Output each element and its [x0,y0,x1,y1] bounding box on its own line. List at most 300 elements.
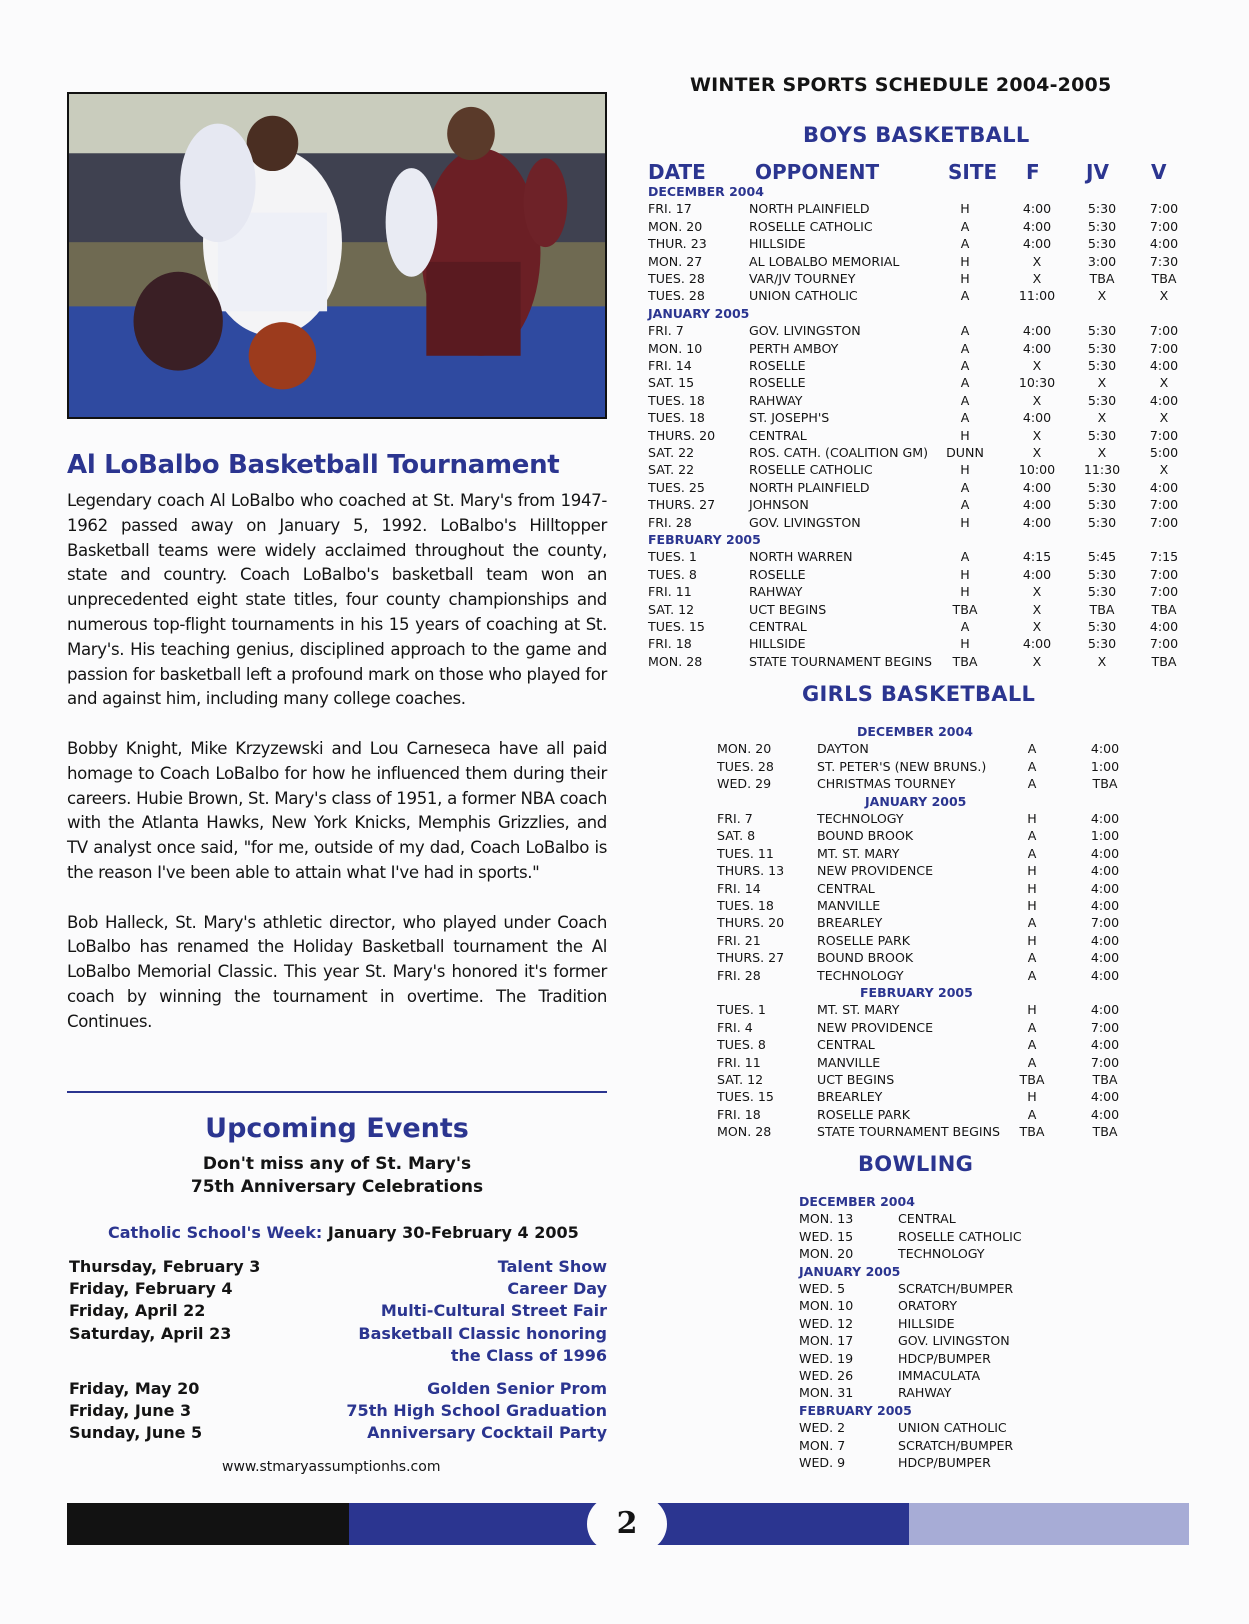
game-date: TUES. 28 [648,271,705,286]
game-date: FRI. 14 [717,880,761,896]
game-date: TUES. 15 [648,619,705,634]
game-opponent: AL LOBALBO MEMORIAL [749,253,900,269]
schedule-row [0,810,1249,827]
game-date: MON. 27 [648,253,703,269]
article-paragraph: Legendary coach Al LoBalbo who coached at St. Mary's from 1947-1962 passed away on January 5, 1992. LoBalbo's Hilltopper Basketball teams were widely acclaimed throughout the county, state and country. Coach LoBalbo's basketball team won an unprecedented eight state titles, four county championships and numerous top-flight tournaments in his 15 years of coaching at St. Mary's. His teaching genius, disciplined approach to the game and passion for basketball left a profound mark on those who played for and against him, including many college coaches. [67,491,607,709]
match-opponent: SCRATCH/BUMPER [898,1437,1014,1453]
schedule-row [0,758,1249,775]
month-label: JANUARY 2005 [799,1263,901,1279]
game-opponent: CENTRAL [817,1037,875,1053]
game-time: TBA [1092,1124,1118,1140]
game-v-time: 7:00 [1149,636,1179,652]
event-name: Multi-Cultural Street Fair [380,1301,607,1321]
game-opponent: MANVILLE [817,898,881,913]
game-date: SAT. 8 [717,828,756,844]
game-opponent: CENTRAL [817,880,875,896]
game-f-time: 4:00 [1022,236,1052,252]
game-site: A [960,358,970,373]
game-site: TBA [1019,1124,1045,1140]
game-v-time: 7:00 [1149,566,1179,582]
csw-label: Catholic School's Week: [108,1223,323,1242]
game-opponent: NORTH WARREN [749,549,853,565]
game-v-time: X [1159,462,1169,478]
schedule-row [0,967,1249,984]
match-opponent: HILLSIDE [898,1315,955,1331]
game-v-time: TBA [1151,653,1177,669]
game-site: A [960,410,970,426]
game-date: FRI. 18 [648,636,692,652]
event-date: Friday, April 22 [69,1301,206,1321]
game-site: A [960,479,970,495]
game-opponent: RAHWAY [749,584,803,600]
game-date: WED. 29 [717,776,772,792]
game-jv-time: 5:45 [1087,549,1117,565]
upcoming-events-title: Upcoming Events [205,1113,469,1144]
schedule-row [0,583,1249,600]
game-date: TUES. 18 [648,410,705,426]
game-site: H [960,253,970,269]
match-date: WED. 26 [799,1368,854,1383]
game-site: DUNN [946,445,984,460]
game-opponent: UCT BEGINS [817,1072,895,1087]
game-site: H [960,201,970,217]
game-date: THURS. 20 [648,427,716,443]
boys-basketball-heading: BOYS BASKETBALL [803,123,1030,147]
page-number: 2 [587,1496,667,1552]
game-opponent: CHRISTMAS TOURNEY [817,776,956,792]
game-opponent: MT. ST. MARY [817,1002,900,1018]
article-paragraph: Bob Halleck, St. Mary's athletic director, who played under Coach LoBalbo has renamed the Holiday Basketball tournament the Al LoBalbo Memorial Classic. This year St. Mary's honored it's former coach by winning the tournament in overtime. The Tradition Continues. [67,912,607,1031]
game-v-time: 7:00 [1149,497,1179,513]
game-opponent: BOUND BROOK [817,950,914,966]
schedule-row [0,479,1249,496]
match-date: WED. 12 [799,1315,854,1331]
game-opponent: TECHNOLOGY [817,967,904,983]
game-f-time: X [1032,584,1042,600]
game-v-time: 7:00 [1149,323,1179,339]
game-f-time: 4:00 [1022,218,1052,234]
match-date: WED. 15 [799,1228,854,1244]
game-site: H [1027,811,1037,826]
game-date: SAT. 15 [648,375,695,391]
schedule-row [0,862,1249,879]
game-site: A [960,218,970,234]
schedule-row [0,374,1249,391]
game-site: H [960,636,970,652]
game-f-time: X [1032,653,1042,669]
match-date: WED. 9 [799,1455,846,1470]
schedule-row [0,461,1249,478]
game-site: TBA [952,653,978,669]
game-jv-time: X [1097,410,1107,426]
game-date: THURS. 20 [717,915,785,931]
game-date: TUES. 8 [717,1037,766,1053]
article-title: Al LoBalbo Basketball Tournament [67,450,560,480]
game-site: H [1027,932,1037,948]
schedule-row [0,1019,1249,1036]
game-v-time: X [1159,375,1169,391]
game-date: MON. 28 [717,1124,772,1140]
game-site: A [960,375,970,391]
csw-dates: January 30-February 4 2005 [327,1223,579,1242]
game-opponent: NORTH PLAINFIELD [749,479,870,495]
game-time: 4:00 [1090,932,1120,948]
schedule-row [0,1123,1249,1140]
game-site: A [1027,828,1037,844]
match-date: WED. 2 [799,1420,846,1436]
schedule-row [0,235,1249,252]
schedule-row [0,1106,1249,1123]
match-opponent: GOV. LIVINGSTON [898,1333,1010,1349]
game-opponent: ST. JOSEPH'S [749,410,830,426]
game-f-time: X [1032,427,1042,443]
game-jv-time: X [1097,288,1107,304]
footer-bar-black [67,1503,349,1545]
game-site: A [960,323,970,339]
game-time: 4:00 [1090,898,1120,913]
game-date: THUR. 23 [648,236,707,252]
game-jv-time: X [1097,375,1107,391]
game-date: TUES. 25 [648,479,705,495]
game-date: THURS. 27 [717,950,785,966]
game-f-time: 4:00 [1022,340,1052,356]
game-time: 4:00 [1090,1002,1120,1018]
game-site: A [960,619,970,634]
schedule-row [0,1054,1249,1071]
game-opponent: CENTRAL [749,619,807,634]
game-jv-time: 3:00 [1087,253,1117,269]
schedule-row [0,200,1249,217]
game-site: A [960,392,970,408]
game-f-time: 4:15 [1022,549,1052,565]
schedule-row [0,392,1249,409]
game-v-time: 4:00 [1149,392,1179,408]
schedule-row [0,914,1249,931]
schedule-row [0,548,1249,565]
game-time: TBA [1092,1072,1118,1087]
game-date: FRI. 17 [648,201,692,217]
col-f-header: F [1026,160,1040,184]
match-opponent: CENTRAL [898,1211,956,1227]
game-f-time: 4:00 [1022,566,1052,582]
game-time: 4:00 [1090,1037,1120,1053]
game-opponent: DAYTON [817,741,869,757]
match-opponent: TECHNOLOGY [898,1246,985,1262]
game-time: 7:00 [1090,1019,1120,1035]
match-opponent: UNION CATHOLIC [898,1420,1007,1436]
game-site: TBA [952,601,978,617]
col-opponent-header: OPPONENT [755,160,880,184]
game-date: FRI. 18 [717,1106,761,1122]
game-date: FRI. 4 [717,1019,753,1035]
schedule-row [0,1454,1249,1471]
match-date: MON. 20 [799,1246,854,1262]
match-date: MON. 13 [799,1211,854,1227]
game-date: FRI. 21 [717,932,761,948]
game-opponent: JOHNSON [749,497,809,513]
game-v-time: 7:00 [1149,340,1179,356]
game-site: H [1027,1089,1037,1105]
game-v-time: 4:00 [1149,619,1179,634]
game-f-time: 4:00 [1022,514,1052,530]
schedule-row [0,357,1249,374]
girls-basketball-heading: GIRLS BASKETBALL [802,682,1036,706]
game-opponent: NORTH PLAINFIELD [749,201,870,217]
game-site: A [1027,1054,1037,1070]
game-date: FRI. 14 [648,358,692,373]
match-date: WED. 19 [799,1350,854,1366]
game-date: THURS. 27 [648,497,716,513]
game-opponent: ROSELLE PARK [817,1106,911,1122]
game-opponent: ST. PETER'S (NEW BRUNS.) [817,758,987,774]
game-f-time: 10:00 [1018,462,1056,478]
game-opponent: MANVILLE [817,1054,881,1070]
game-date: TUES. 11 [717,845,774,861]
schedule-row [0,932,1249,949]
game-date: MON. 10 [648,340,703,356]
game-date: FRI. 28 [717,967,761,983]
schedule-row [0,270,1249,287]
game-v-time: TBA [1151,271,1177,286]
game-time: 4:00 [1090,950,1120,966]
match-date: MON. 31 [799,1385,854,1401]
game-jv-time: 5:30 [1087,497,1117,513]
schedule-row [0,1071,1249,1088]
game-date: MON. 28 [648,653,703,669]
schedule-row [0,1297,1249,1314]
schedule-row [0,845,1249,862]
event-name: 75th High School Graduation [346,1401,607,1421]
game-f-time: X [1032,619,1042,634]
schedule-row [0,1419,1249,1436]
event-date: Saturday, April 23 [69,1323,232,1343]
game-jv-time: TBA [1089,271,1115,286]
game-date: TUES. 1 [648,549,697,565]
game-jv-time: 5:30 [1087,340,1117,356]
schedule-row [0,949,1249,966]
schedule-row [0,775,1249,792]
game-v-time: 4:00 [1149,236,1179,252]
match-opponent: HDCP/BUMPER [898,1455,991,1470]
game-opponent: BOUND BROOK [817,828,914,844]
col-site-header: SITE [948,160,998,184]
schedule-row [0,566,1249,583]
upcoming-events-subtitle [67,1153,607,1199]
schedule-row [0,218,1249,235]
schedule-row [0,1367,1249,1384]
schedule-row [0,1280,1249,1297]
game-site: H [960,584,970,600]
match-opponent: HDCP/BUMPER [898,1350,991,1366]
game-jv-time: 5:30 [1087,636,1117,652]
game-date: TUES. 15 [717,1089,774,1105]
schedule-row [0,253,1249,270]
match-opponent: RAHWAY [898,1385,952,1401]
game-date: SAT. 22 [648,462,695,478]
schedule-row [0,1001,1249,1018]
game-v-time: 4:00 [1149,479,1179,495]
game-jv-time: 5:30 [1087,236,1117,252]
game-site: TBA [1019,1072,1045,1087]
game-site: H [960,271,970,286]
schedule-row [0,740,1249,757]
game-opponent: GOV. LIVINGSTON [749,514,861,530]
game-time: 7:00 [1090,1054,1120,1070]
game-date: TUES. 28 [717,758,774,774]
game-jv-time: 5:30 [1087,358,1117,373]
game-site: A [1027,758,1037,774]
game-v-time: TBA [1151,601,1177,617]
game-jv-time: 5:30 [1087,218,1117,234]
schedule-row [0,444,1249,461]
event-date: Sunday, June 5 [69,1423,203,1443]
game-f-time: 4:00 [1022,410,1052,426]
schedule-row [0,409,1249,426]
website-link[interactable]: www.stmaryassumptionhs.com [222,1459,441,1475]
game-opponent: BREARLEY [817,1089,883,1105]
game-jv-time: 5:30 [1087,619,1117,634]
game-opponent: UCT BEGINS [749,601,827,617]
game-opponent: STATE TOURNAMENT BEGINS [749,653,933,669]
schedule-row [0,1088,1249,1105]
game-site: A [1027,915,1037,931]
game-date: FRI. 7 [717,811,753,826]
month-label: JANUARY 2005 [648,305,750,321]
event-name: Basketball Classic honoring [358,1323,607,1343]
game-site: A [1027,1106,1037,1122]
schedule-row [0,496,1249,513]
game-site: H [1027,898,1037,913]
game-f-time: 10:30 [1018,375,1056,391]
month-label: FEBRUARY 2005 [799,1402,912,1418]
game-opponent: NEW PROVIDENCE [817,1019,934,1035]
game-site: A [960,340,970,356]
game-jv-time: 5:30 [1087,566,1117,582]
game-jv-time: 11:30 [1083,462,1121,478]
game-f-time: 4:00 [1022,636,1052,652]
schedule-row [0,1036,1249,1053]
game-opponent: ROSELLE [749,375,806,391]
game-f-time: 4:00 [1022,323,1052,339]
game-time: TBA [1092,776,1118,792]
game-opponent: ROSELLE CATHOLIC [749,218,873,234]
game-time: 4:00 [1090,811,1120,826]
schedule-row [0,287,1249,304]
schedule-row [0,1228,1249,1245]
game-v-time: 7:00 [1149,427,1179,443]
schedule-row [0,1210,1249,1227]
game-date: SAT. 12 [648,601,695,617]
schedule-row [0,1315,1249,1332]
game-jv-time: 5:30 [1087,479,1117,495]
game-site: H [1027,863,1037,879]
col-jv-header: JV [1086,160,1109,184]
game-site: A [1027,967,1037,983]
game-f-time: X [1032,445,1042,460]
game-date: TUES. 1 [717,1002,766,1018]
game-time: 1:00 [1090,758,1120,774]
game-site: H [960,566,970,582]
game-time: 7:00 [1090,915,1120,931]
game-v-time: 7:00 [1149,514,1179,530]
game-opponent: BREARLEY [817,915,883,931]
month-label: DECEMBER 2004 [648,184,764,199]
game-opponent: UNION CATHOLIC [749,288,858,304]
match-date: WED. 5 [799,1281,846,1296]
schedule-row [0,618,1249,635]
game-date: FRI. 11 [717,1054,761,1070]
game-site: A [1027,845,1037,861]
game-site: A [960,497,970,513]
col-date-header: DATE [648,160,706,184]
subtitle-line: Don't miss any of St. Mary's [202,1154,472,1174]
game-date: TUES. 8 [648,566,697,582]
game-opponent: VAR/JV TOURNEY [749,271,856,286]
game-opponent: GOV. LIVINGSTON [749,323,861,339]
game-opponent: RAHWAY [749,392,803,408]
game-f-time: X [1032,601,1042,617]
footer-bar-light-blue [909,1503,1189,1545]
game-site: A [1027,1037,1037,1053]
game-opponent: MT. ST. MARY [817,845,900,861]
game-time: 4:00 [1090,741,1120,757]
schedule-row [0,340,1249,357]
game-opponent: STATE TOURNAMENT BEGINS [817,1124,1001,1140]
game-opponent: PERTH AMBOY [749,340,839,356]
game-opponent: ROSELLE [749,358,806,373]
schedule-row [0,1384,1249,1401]
game-site: A [960,236,970,252]
game-v-time: 7:15 [1149,549,1179,565]
game-date: FRI. 7 [648,323,684,339]
game-site: A [1027,950,1037,966]
month-label: FEBRUARY 2005 [860,985,973,1000]
game-jv-time: 5:30 [1087,201,1117,217]
game-jv-time: 5:30 [1087,584,1117,600]
game-jv-time: TBA [1089,601,1115,617]
game-time: 4:00 [1090,845,1120,861]
game-date: TUES. 28 [648,288,705,304]
event-date: Friday, June 3 [69,1401,192,1421]
schedule-row [0,1245,1249,1262]
game-v-time: X [1159,288,1169,304]
game-jv-time: X [1097,653,1107,669]
game-time: 1:00 [1090,828,1120,844]
month-label: DECEMBER 2004 [857,724,973,739]
game-opponent: CENTRAL [749,427,807,443]
game-f-time: 4:00 [1022,497,1052,513]
schedule-row [0,880,1249,897]
game-f-time: 4:00 [1022,479,1052,495]
game-f-time: X [1032,358,1042,373]
schedule-row [0,1350,1249,1367]
schedule-row [0,601,1249,618]
col-v-header: V [1151,160,1167,184]
game-f-time: 11:00 [1018,288,1056,304]
game-site: H [960,427,970,443]
game-opponent: ROSELLE PARK [817,932,911,948]
game-date: SAT. 12 [717,1072,764,1087]
game-date: MON. 20 [648,218,703,234]
game-opponent: ROSELLE CATHOLIC [749,462,873,478]
game-date: THURS. 13 [717,863,785,879]
game-opponent: HILLSIDE [749,636,806,652]
game-v-time: 7:00 [1149,584,1179,600]
game-time: 4:00 [1090,1106,1120,1122]
schedule-row [0,635,1249,652]
month-label: FEBRUARY 2005 [648,532,761,547]
game-v-time: X [1159,410,1169,426]
